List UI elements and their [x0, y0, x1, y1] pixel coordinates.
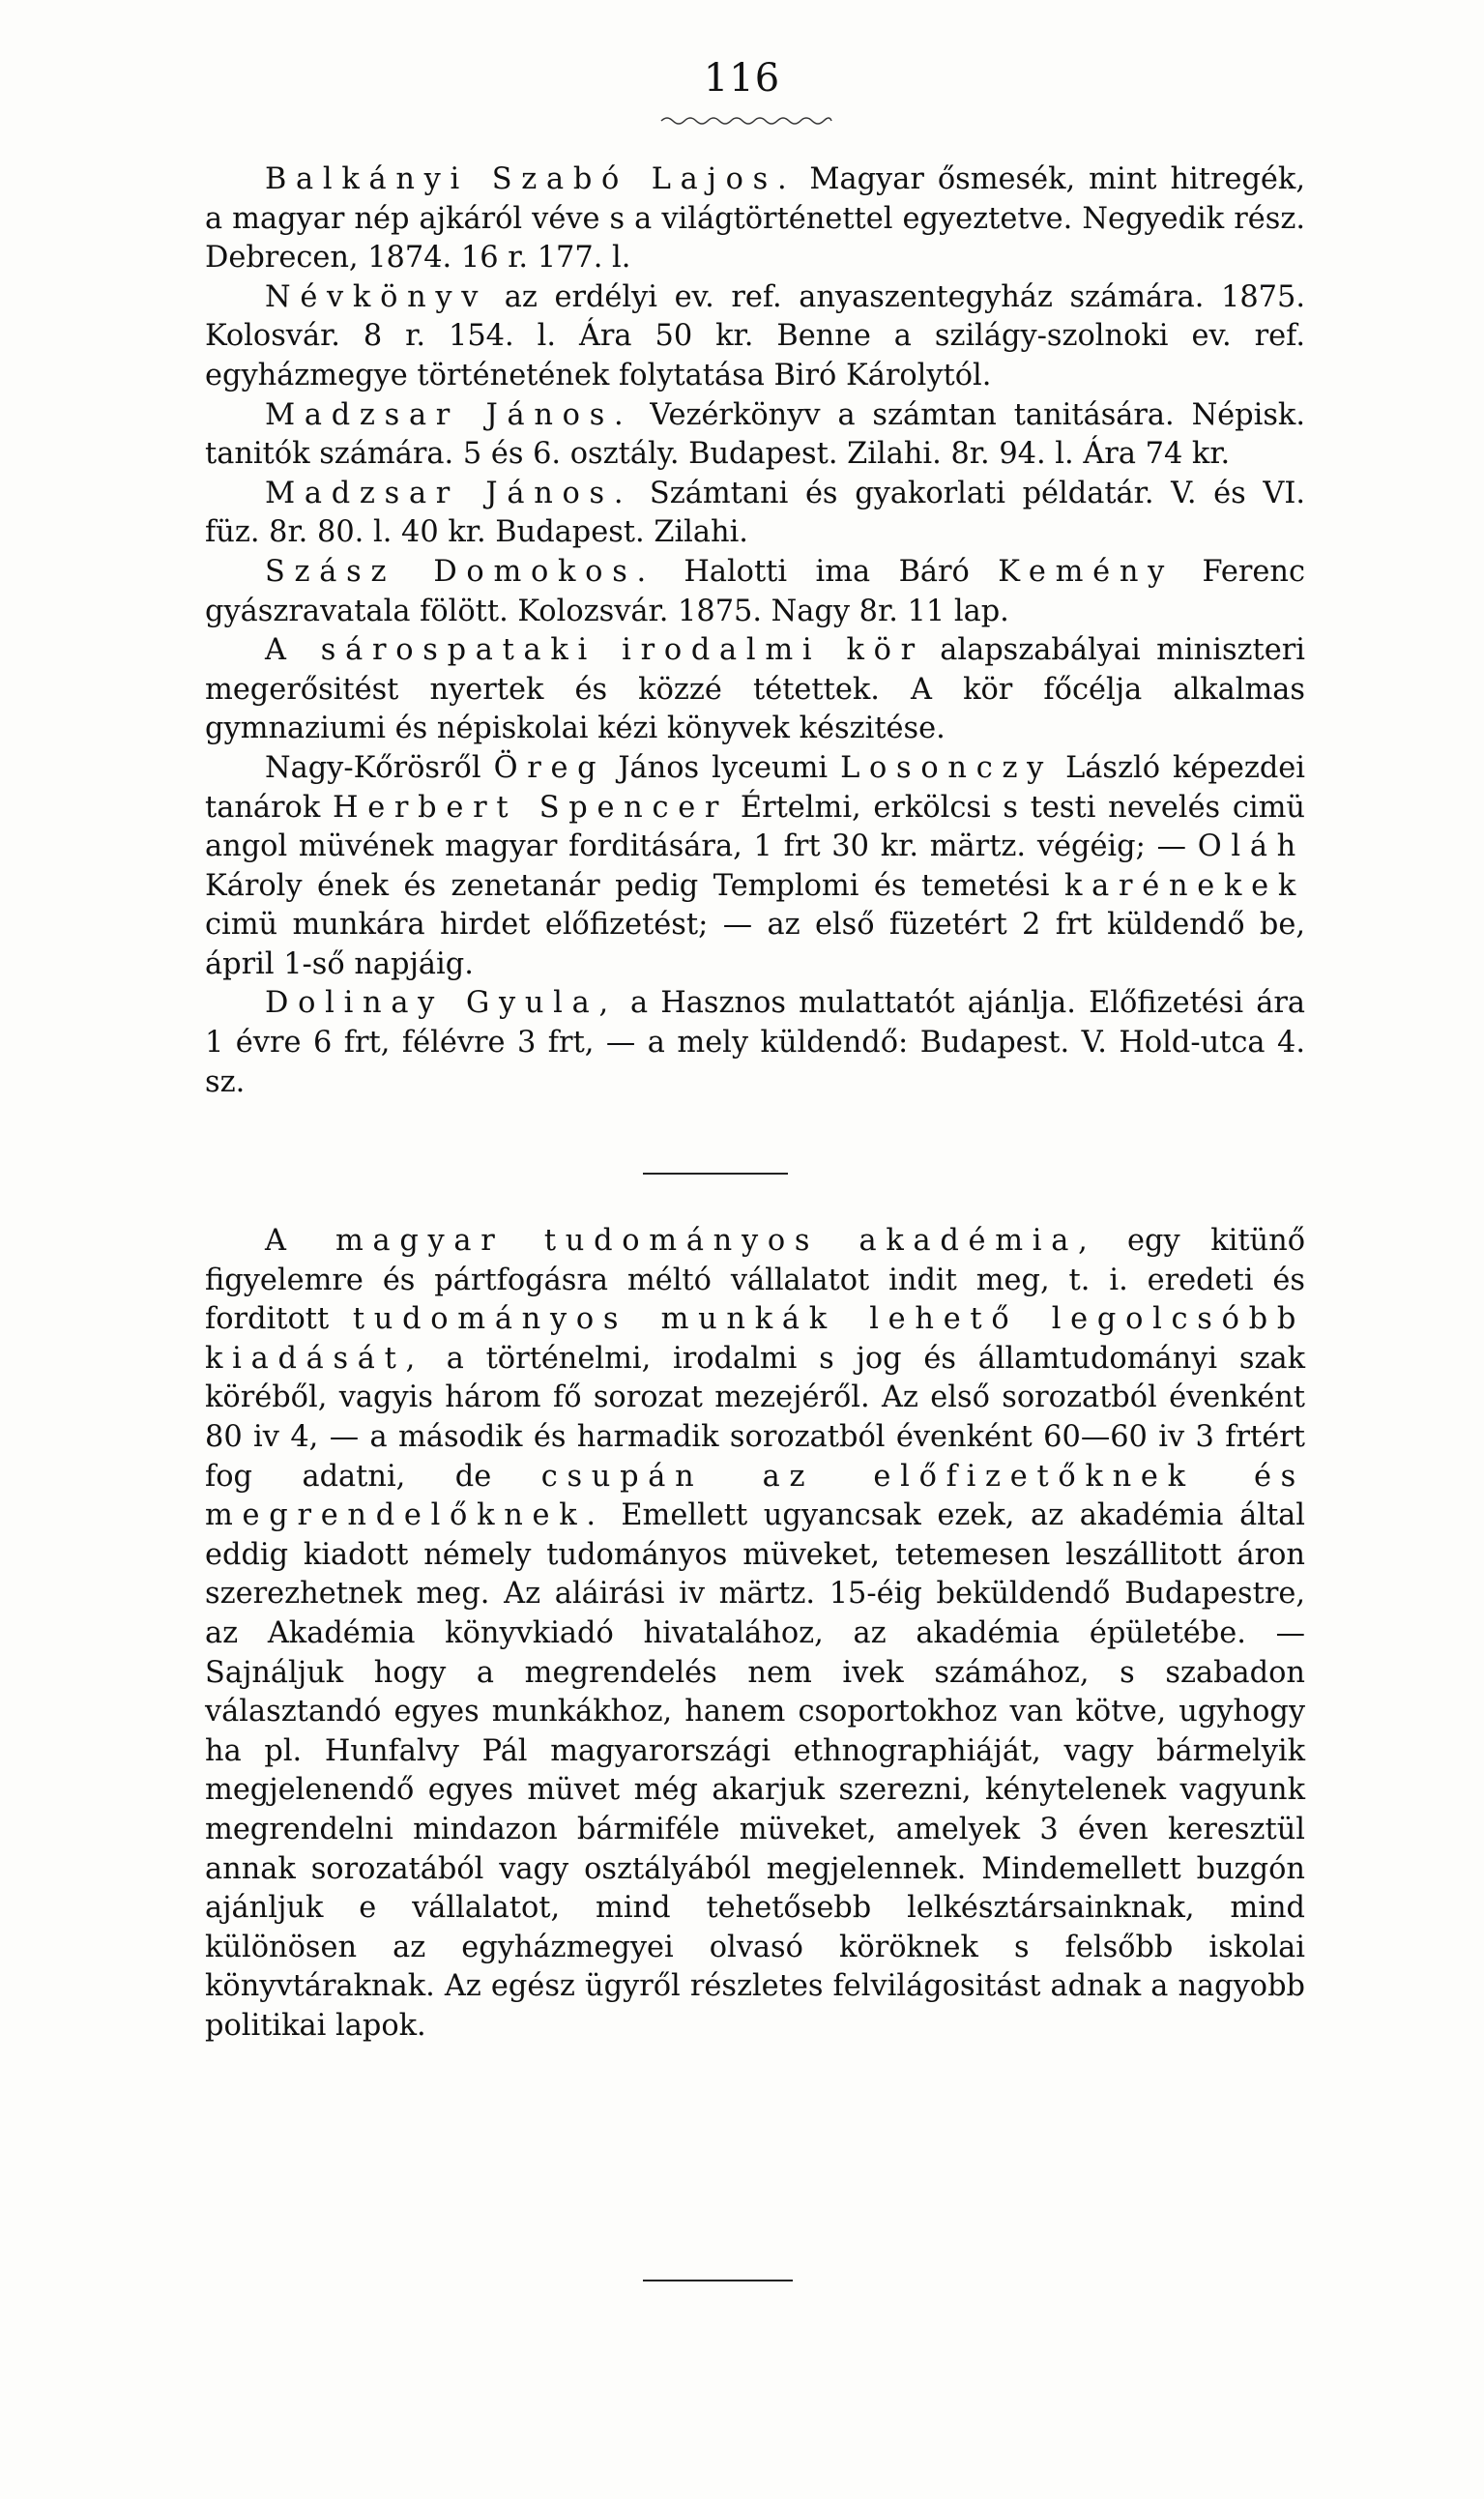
entry-author: Madzsar János.: [265, 397, 633, 432]
entry-text: alapszabályai miniszteri megerősitést nyertek és közzé tétettek. A kör főcélja alkalmas gymnaziumi és népiskolai kézi könyvek készitése.: [205, 633, 1305, 746]
entry-text: Halotti ima Báró: [655, 554, 999, 589]
entry-author: Névkönyv: [265, 279, 488, 314]
entry-balkanyi: [205, 160, 1305, 278]
entry-title: A sárospataki irodalmi kör: [265, 633, 924, 668]
notice-text: Emellett ugyancsak ezek, az akadémia által eddig kiadott némely tudományos müveket, tetemesen leszállitott áron szerezhetnek meg. Az aláirási iv märtz. 15-éig beküldendő Budapestre, az Akadémia könyvkiadó hivatalához, az akadémia épületébe. — Sajnáljuk hogy a megrendelés nem ivek számához, s szabadon választandó egyes munkákhoz, hanem csoportokhoz van kötve, ugyhogy ha pl. Hunfalvy Pál magyarországi ethnographiáját, vagy bármelyik megjelenendő egyes müvet még akarjuk szerezni, kénytelenek vagyunk megrendelni mindazon bármiféle müveket, amelyek 3 éven keresztül annak sorozatából vagy osztályából megjelennek. Mindemellett buzgón ajánljuk e vállalatot, mind tehetősebb lelkésztársainknak, mind különösen az egyházmegyei olvasó köröknek s felsőbb iskolai könyvtáraknak. Az egész ügyről részletes felvilágositást adnak a nagyobb politikai lapok.: [205, 1498, 1305, 2043]
entry-name: Oláh: [1197, 829, 1305, 864]
entry-text: László képezdei tanárok: [205, 750, 1305, 825]
entry-madzsar-1: [205, 396, 1305, 475]
entry-text: Magyar ősmesék, mint hitregék, a magyar nép ajkáról véve s a világtörténettel egyeztetve. Negyedik rész. Debrecen, 1874. 16 r. 177. l.: [205, 162, 1305, 276]
ornament-divider: [659, 114, 833, 128]
entry-szasz: [205, 553, 1305, 631]
entry-nagykoros: [205, 749, 1305, 985]
entry-name: Öreg: [493, 750, 606, 785]
entry-nevkonyv: [205, 278, 1305, 396]
spaced-phrase: A magyar tudományos akadémia,: [265, 1224, 1097, 1258]
notice-text: egy kitünő figyelemre és pártfogásra méltó vállalatot indit meg, t. i. eredeti és forditott: [205, 1224, 1305, 1337]
entry-text: az erdélyi ev. ref. anyaszentegyház számára. 1875. Kolosvár. 8 r. 154. l. Ára 50 kr. Benne a szilágy-szolnoki ev. ref. egyházmegye történetének folytatása Biró Károlytól.: [205, 279, 1305, 392]
bibliography-section: [205, 160, 1305, 1102]
entry-text: Károly ének és zenetanár pedig Templomi és temetési: [205, 868, 1065, 903]
entry-name: Losonczy: [840, 750, 1054, 785]
entry-dolinay: [205, 984, 1305, 1102]
spaced-phrase: csupán az előfizetőknek és megrendelőknek.: [205, 1459, 1305, 1533]
section-divider: [643, 2280, 793, 2281]
section-divider: [643, 1173, 788, 1175]
entry-text: Nagy-Kőrösről: [265, 750, 494, 785]
entry-name: Herbert Spencer: [332, 790, 729, 825]
entry-sarospatak: [205, 631, 1305, 749]
entry-text: Számtani és gyakorlati példatár. V. és VI. füz. 8r. 80. l. 40 kr. Budapest. Zilahi.: [205, 476, 1305, 550]
entry-author: Dolinay Gyula,: [265, 986, 618, 1021]
entry-text: Vezérkönyv a számtan tanitására. Népisk. tanitók számára. 5 és 6. osztály. Budapest. Zilahi. 8r. 94. l. Ára 74 kr.: [205, 397, 1305, 472]
spaced-phrase: tudományos munkák lehető legolcsóbb kiadását,: [205, 1302, 1306, 1376]
entry-name: Kemény: [998, 554, 1175, 589]
academy-notice-section: [205, 1222, 1305, 2046]
entry-text: cimü munkára hirdet előfizetést; — az első füzetért 2 frt küldendő be, ápril 1-ső napjáig.: [205, 908, 1305, 981]
entry-author: Balkányi Szabó Lajos.: [265, 162, 797, 196]
entry-author: Szász Domokos.: [265, 554, 655, 589]
entry-name: karénekek: [1064, 868, 1305, 903]
entry-madzsar-2: [205, 475, 1305, 553]
page-number: 116: [703, 56, 781, 101]
entry-text: Ferenc gyászravatala fölött. Kolozsvár. 1875. Nagy 8r. 11 lap.: [205, 554, 1305, 628]
notice-text: a történelmi, irodalmi s jog és államtudományi szak köréből, vagyis három fő sorozat mezejéről. Az első sorozatból évenként 80 iv 4, — a második és harmadik sorozatból évenként 60—60 iv 3 frtért fog adatni, de: [205, 1341, 1305, 1494]
entry-text: Értelmi, erkölcsi s testi nevelés cimü angol müvének magyar forditására, 1 frt 30 kr. märtz. végéig; —: [205, 790, 1305, 864]
academy-notice: [205, 1222, 1305, 2046]
entry-text: János lyceumi: [605, 750, 841, 785]
entry-author: Madzsar János.: [265, 476, 633, 510]
entry-text: a Hasznos mulattatót ajánlja. Előfizetési ára 1 évre 6 frt, félévre 3 frt, — a mely küldendő: Budapest. V. Hold-utca 4. sz.: [205, 986, 1306, 1099]
